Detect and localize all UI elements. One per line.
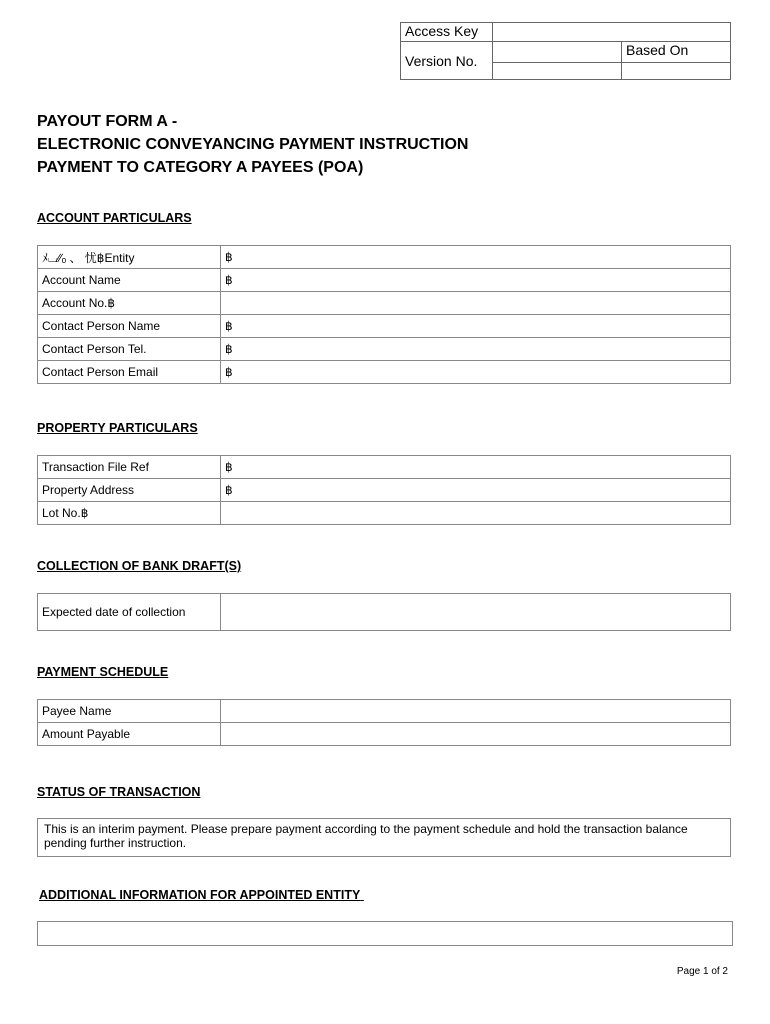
table-row [38,315,731,338]
version-cell [493,42,731,80]
payment-schedule-table [37,699,731,746]
status-text-box [37,818,731,857]
row-label: Payee Name [38,700,221,723]
form-title-line-3: PAYMENT TO CATEGORY A PAYEES (POA) [37,159,364,176]
row-value-field[interactable] [221,502,731,525]
payee-name-field[interactable] [221,700,731,723]
row-label: Contact Person Tel. [38,338,221,361]
access-key-label: Access Key [401,23,493,42]
property-particulars-table [37,455,731,525]
table-row [38,456,731,479]
table-row [38,269,731,292]
table-row [38,502,731,525]
row-label: Property Address [38,479,221,502]
table-row [38,292,731,315]
form-title [37,110,468,179]
status-heading: STATUS OF TRANSACTION [37,785,201,799]
status-text: This is an interim payment. Please prepare payment according to the payment schedule and hold the transaction balance pending further instruction. [44,822,688,850]
row-label: Contact Person Email [38,361,221,384]
row-label: Lot No.฿ [38,502,221,525]
version-field-lower[interactable] [493,63,622,80]
row-label: Contact Person Name [38,315,221,338]
row-value-field[interactable]: ฿ [221,246,731,269]
version-label: Version No. [401,42,493,80]
page-number: Page 1 of 2 [676,966,728,977]
property-particulars-heading: PROPERTY PARTICULARS [37,421,198,435]
row-value-field[interactable]: ฿ [221,315,731,338]
collection-date-field[interactable] [221,594,731,631]
payment-schedule-heading: PAYMENT SCHEDULE [37,665,169,679]
additional-info-field[interactable] [37,921,733,946]
based-on-label: Based On [622,42,731,63]
collection-heading: COLLECTION OF BANK DRAFT(S) [37,559,242,573]
row-label: Transaction File Ref [38,456,221,479]
table-row [38,246,731,269]
row-label: Account Name [38,269,221,292]
row-label: ﾒ⌴∕∕ₒ 、 忧฿Entity [38,246,221,269]
table-row [38,361,731,384]
table-row [38,338,731,361]
account-particulars-heading: ACCOUNT PARTICULARS [37,211,192,225]
table-row [38,479,731,502]
table-row [38,594,731,631]
row-label: Amount Payable [38,723,221,746]
access-key-field[interactable] [493,23,731,42]
row-label: Account No.฿ [38,292,221,315]
row-value-field[interactable]: ฿ [221,338,731,361]
row-value-field[interactable]: ฿ [221,479,731,502]
table-row [38,723,731,746]
row-value-field[interactable]: ฿ [221,269,731,292]
row-value-field[interactable] [221,292,731,315]
version-inner-table [493,42,730,79]
collection-table [37,593,731,631]
document-control-table [400,22,731,80]
table-row [38,700,731,723]
version-field[interactable] [493,42,622,63]
amount-payable-field[interactable] [221,723,731,746]
based-on-field[interactable] [622,63,731,80]
account-particulars-table [37,245,731,384]
row-label: Expected date of collection [38,594,221,631]
additional-info-heading: ADDITIONAL INFORMATION FOR APPOINTED ENTITY [39,888,361,902]
row-value-field[interactable]: ฿ [221,456,731,479]
form-title-line-1: PAYOUT FORM A - [37,113,178,130]
row-value-field[interactable]: ฿ [221,361,731,384]
form-title-line-2: ELECTRONIC CONVEYANCING PAYMENT INSTRUCTION [37,136,469,153]
